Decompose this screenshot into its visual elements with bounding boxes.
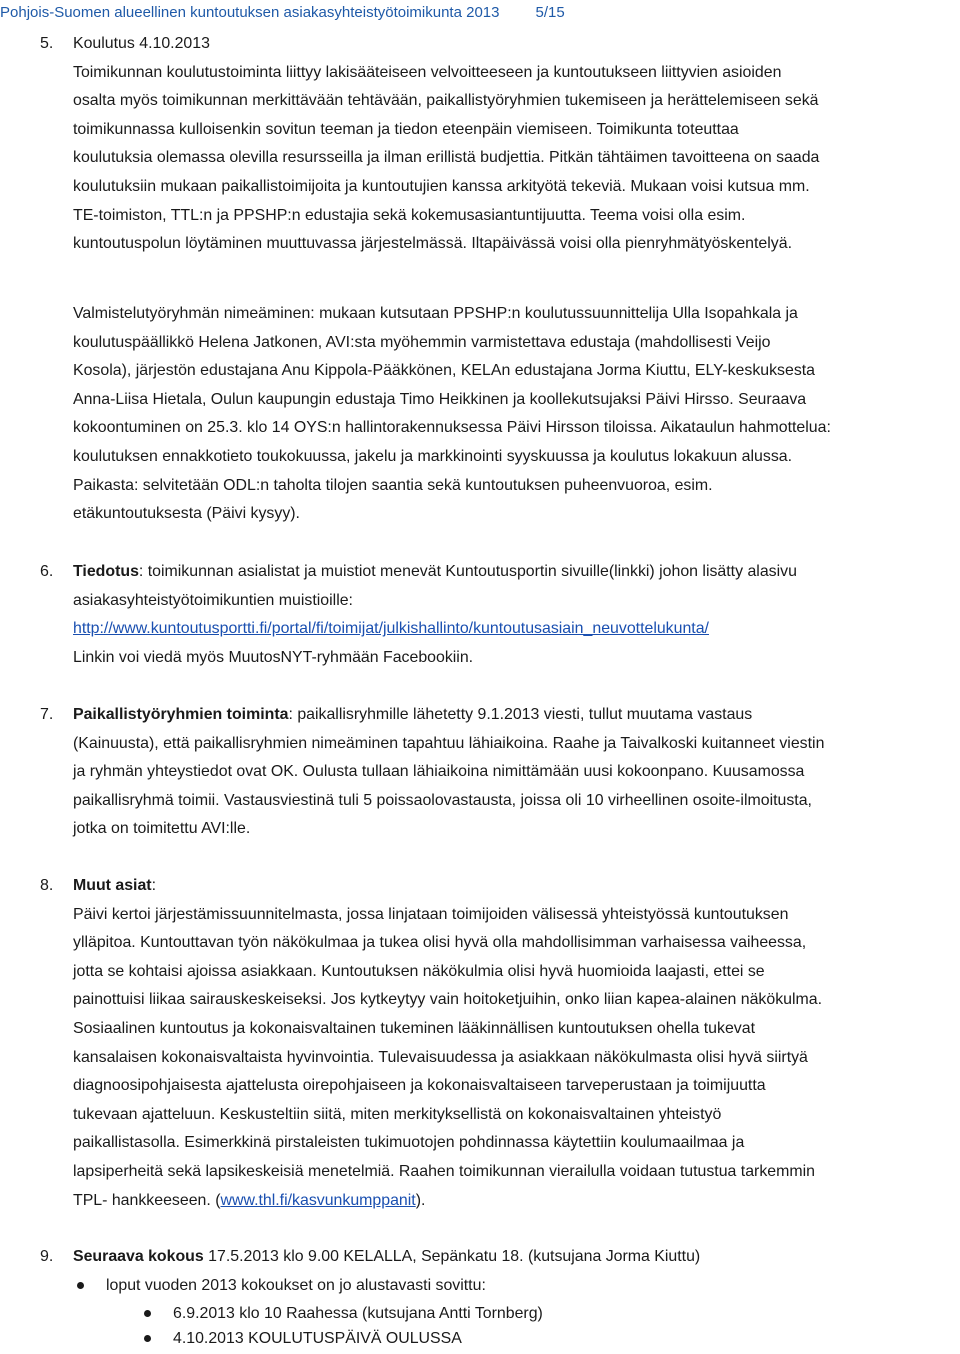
paragraph-line: ja ryhmän yhteystiedot ovat OK. Oulusta tullaan lähiaikoina nimittämään uusi kokoonpano. Kuusamossa bbox=[73, 763, 805, 781]
paragraph-line: Kosola), järjestön edustajana Anu Kippola-Pääkkönen, KELAn edustajana Jorma Kiuttu, ELY-keskuksesta bbox=[73, 362, 816, 380]
paragraph-line: etäkuntoutuksesta (Päivi kysyy). bbox=[73, 505, 300, 523]
section-9-number: 9. bbox=[40, 1248, 54, 1265]
section-7 bbox=[73, 701, 960, 844]
paragraph-line: jotka on toimitettu AVI:lle. bbox=[73, 820, 251, 838]
paragraph-line: Paikasta: selvitetään ODL:n taholta tilojen saantia sekä kuntoutuksen puheenvuoroa, esim. bbox=[73, 476, 713, 494]
header-title: Pohjois-Suomen alueellinen kuntoutuksen asiakasyhteistyötoimikunta 2013 bbox=[0, 4, 500, 21]
section-5-paragraph-2 bbox=[73, 300, 960, 529]
section-6 bbox=[73, 558, 960, 672]
paragraph-line: koulutuksiin mukaan paikallistoimijoita ja kuntoutujien kanssa arkityötä tekeviä. Mukaan voisi kutsua mm. bbox=[73, 177, 810, 195]
paragraph-line: kuntoutuspolun löytäminen muuttuvassa järjestelmässä. Iltapäivässä voisi olla pienryhmätyöskentelyä. bbox=[73, 235, 792, 253]
paragraph-line: diagnoosipohjaisesta ajattelusta oirepohjaiseen ja kokonaisvaltaiseen tarveperustaan ja toimijuutta bbox=[73, 1077, 766, 1095]
section-6-line: Tiedotus: toimikunnan asialistat ja muistiot menevät Kuntoutusportin sivuille(linkki) johon lisätty alasivu bbox=[73, 563, 797, 580]
paragraph-line: kansalaisen kokonaisvaltaista hyvinvointia. Tulevaisuudessa ja asiakkaan näkökulmasta olisi hyvä siirtyä bbox=[73, 1048, 808, 1066]
bullet-item: loput vuoden 2013 kokoukset on jo alustavasti sovittu: bbox=[106, 1277, 486, 1294]
section-9: Seuraava kokous 17.5.2013 klo 9.00 KELALLA, Sepänkatu 18. (kutsujana Jorma Kiuttu) bbox=[73, 1248, 701, 1265]
bullet-icon bbox=[144, 1335, 151, 1342]
paragraph-line: paikallistasolla. Esimerkkinä pirstaleisten tukimuotojen pohdinnassa käytettiin koulumaailmaa ja bbox=[73, 1134, 745, 1152]
section-8-number: 8. bbox=[40, 877, 54, 894]
bullet-icon bbox=[77, 1282, 84, 1289]
section-5 bbox=[73, 30, 960, 259]
paragraph-line: Toimikunnan koulutustoiminta liittyy lakisääteiseen velvoitteeseen ja kuntoutukseen liittyvien asioiden bbox=[73, 63, 782, 81]
section-8-heading: Muut asiat bbox=[73, 877, 152, 894]
paragraph-line: painottuisi liikaa sairauskeskeiseksi. Jos kytkeytyy vain hoitoketjuihin, onko liian kapea-alainen näkökulma. bbox=[73, 991, 823, 1009]
paragraph-line: Linkin voi viedä myös MuutosNYT-ryhmään Facebookiin. bbox=[73, 648, 474, 666]
paragraph-line: lapsiperheitä sekä lapsikeskeisiä menetelmiä. Raahen toimikunnan vierailulla voidaan tutustua tarkemmin bbox=[73, 1162, 815, 1180]
section-7-heading: Paikallistyöryhmien toiminta bbox=[73, 706, 289, 723]
paragraph-line: Sosiaalinen kuntoutus ja kokonaisvaltainen tukeminen lääkinnällisen kuntoutuksen ohella tukevat bbox=[73, 1019, 755, 1037]
section-5-number: 5. bbox=[40, 35, 54, 52]
paragraph-line: jotta se kohtaisi ajoissa asiakkaan. Kuntoutuksen näkökulmia olisi hyvä huomioida laajasti, ettei se bbox=[73, 962, 765, 980]
sub-bullet-item: 4.10.2013 KOULUTUSPÄIVÄ OULUSSA bbox=[173, 1330, 462, 1347]
section-7-line: Paikallistyöryhmien toiminta: paikallisryhmille lähetetty 9.1.2013 viesti, tullut muutama vastaus bbox=[73, 706, 753, 723]
paragraph-line: (Kainuusta), että paikallisryhmien nimeäminen tapahtuu lähiaikoina. Raahe ja Taivalkoski kuitanneet viestin bbox=[73, 734, 825, 752]
section-6-number: 6. bbox=[40, 563, 54, 580]
paragraph-line: koulutuksen ennakkotieto toukokuussa, jakelu ja markkinointi syyskuussa ja koulutus lokakuun alussa. bbox=[73, 447, 793, 465]
paragraph-line: toimikunnassa kulloisenkin sovitun teeman ja tiedon eteenpäin viemiseen. Toimikunta toteuttaa bbox=[73, 120, 739, 138]
page-header bbox=[0, 4, 565, 21]
section-7-number: 7. bbox=[40, 706, 54, 723]
paragraph-line: paikallisryhmä toimii. Vastausviestinä tuli 5 poissaolovastausta, joissa oli 10 virheellinen osoite-ilmoitusta, bbox=[73, 791, 812, 809]
section-6-heading: Tiedotus bbox=[73, 563, 139, 580]
section-9-heading: Seuraava kokous bbox=[73, 1248, 204, 1265]
thl-link[interactable]: www.thl.fi/kasvunkumppanit bbox=[220, 1191, 416, 1209]
paragraph-line: Päivi kertoi järjestämissuunnitelmasta, jossa linjataan toimijoiden välisessä yhteistyössä kuntoutuksen bbox=[73, 905, 789, 923]
paragraph-line: koulutuksia olemassa olevilla resursseilla ja ilman erillistä budjettia. Pitkän tähtäimen tavoitteena on saada bbox=[73, 149, 820, 167]
paragraph-line: osalta myös toimikunnan merkittävään tehtävään, paikallistyöryhmien tukemiseen ja herättelemiseen sekä bbox=[73, 92, 819, 110]
paragraph-line: asiakasyhteistyötoimikuntien muistioille: bbox=[73, 591, 353, 609]
paragraph-line: Valmistelutyöryhmän nimeäminen: mukaan kutsutaan PPSHP:n koulutussuunnittelija Ulla Isopahkala ja bbox=[73, 305, 798, 322]
page-number: 5/15 bbox=[535, 4, 565, 21]
section-8: Muut asiat: Päivi kertoi järjestämissuunnitelmasta, jossa linjataan toimijoiden välisessä yhteistyössä kuntoutuksen ylläpitoa. Kuntouttavan työn näkökulmaa ja tukea olisi hyvä olla mahdollisimman varhaisessa vaiheessa, jotta se kohtaisi ajoissa asiakkaan. Kuntoutuksen näkökulmia olisi hyvä huomioida laajasti, ettei se painottuisi liikaa sairauskeskeiseksi. Jos kytkeytyy vain hoitoketjuihin, onko liian kapea-alainen näkökulma. Sosiaalinen kuntoutus ja kokonaisvaltainen tukeminen lääkinnällisen kuntoutuksen ohella tukevat kansalaisen kokonaisvaltaista hyvinvointia. Tulevaisuudessa ja asiakkaan näkökulmasta olisi hyvä siirtyä diagnoosipohjaisesta ajattelusta oirepohjaiseen ja kokonaisvaltaiseen tarveperustaan ja toimijuutta tukevaan ajatteluun. Keskusteltiin siitä, miten merkityksellistä on kokonaisvaltainen yhteistyö paikallistasolla. Esimerkkinä pirstaleisten tukimuotojen pohdinnassa käytettiin koulumaailmaa ja lapsiperheitä sekä lapsikeskeisiä menetelmiä. Raahen toimikunnan vierailulla voidaan tutustua tarkemmin TPL- hankkeeseen. (www.thl.fi/kasvunkumppanit). bbox=[73, 872, 960, 1215]
paragraph-line: Anna-Liisa Hietala, Oulun kaupungin edustaja Timo Heikkinen ja koollekutsujaksi Päivi Hirsso. Seuraava bbox=[73, 390, 807, 408]
paragraph-line: tukevaan ajatteluun. Keskusteltiin siitä, miten merkityksellistä on kokonaisvaltainen yhteistyö bbox=[73, 1105, 722, 1123]
paragraph-line: TE-toimiston, TTL:n ja PPSHP:n edustajia sekä kokemusasiantuntijuutta. Teema voisi olla esim. bbox=[73, 206, 746, 224]
paragraph-line: koulutuspäällikkö Helena Jatkonen, AVI:sta myöhemmin varmistettava edustaja (mahdollisesti Veijo bbox=[73, 333, 771, 351]
paragraph-line: ylläpitoa. Kuntouttavan työn näkökulmaa ja tukea olisi hyvä olla mahdollisimman varhaisessa vaiheessa, bbox=[73, 934, 807, 952]
sub-bullet-item: 6.9.2013 klo 10 Raahessa (kutsujana Antti Tornberg) bbox=[173, 1305, 543, 1322]
bullet-icon bbox=[144, 1310, 151, 1317]
paragraph-line: kokoontuminen on 25.3. klo 14 OYS:n hallintorakennuksessa Päivi Hirsson tiloissa. Aikataulun hahmottelua: bbox=[73, 419, 831, 437]
kuntoutusportti-link[interactable]: http://www.kuntoutusportti.fi/portal/fi/toimijat/julkishallinto/kuntoutusasiain_neuvottelukunta/ bbox=[73, 620, 709, 638]
section-5-heading: Koulutus 4.10.2013 bbox=[73, 35, 210, 52]
